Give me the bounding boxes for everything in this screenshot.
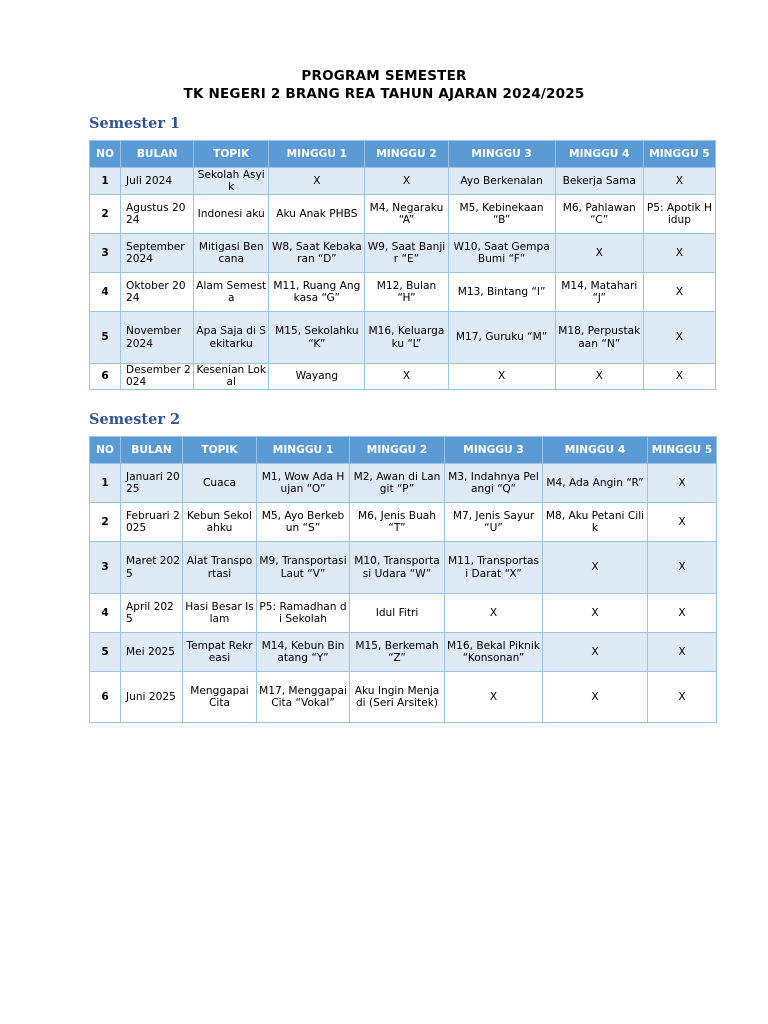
week-cell: P5: Ramadhan di Sekolah: [257, 594, 350, 633]
column-header: BULAN: [121, 437, 183, 464]
week-cell: X: [543, 672, 648, 723]
row-number: 2: [90, 503, 121, 542]
week-cell: M2, Awan di Langit “P”: [350, 464, 445, 503]
week-cell: P5: Apotik Hidup: [643, 195, 715, 234]
week-cell: W8, Saat Kebakaran “D”: [269, 234, 365, 273]
week-cell: X: [269, 168, 365, 195]
month-cell: November 2024: [121, 312, 194, 364]
table-row: [90, 594, 717, 633]
week-cell: M14, Matahari “J”: [555, 273, 643, 312]
week-cell: X: [643, 273, 715, 312]
month-cell: Agustus 2024: [121, 195, 194, 234]
week-cell: X: [543, 542, 648, 594]
week-cell: W9, Saat Banjir “E”: [365, 234, 448, 273]
week-cell: M16, Bekal Piknik “Konsonan”: [445, 633, 543, 672]
week-cell: X: [648, 503, 717, 542]
week-cell: M8, Aku Petani Cilik: [543, 503, 648, 542]
topic-cell: Kebun Sekolahku: [183, 503, 257, 542]
table-row: [90, 312, 716, 364]
document-subtitle: TK NEGERI 2 BRANG REA TAHUN AJARAN 2024/2025: [183, 86, 585, 102]
week-cell: M14, Kebun Binatang “Y”: [257, 633, 350, 672]
week-cell: Bekerja Sama: [555, 168, 643, 195]
column-header: NO: [90, 141, 121, 168]
week-cell: X: [555, 234, 643, 273]
row-number: 1: [90, 464, 121, 503]
topic-cell: Sekolah Asyik: [194, 168, 269, 195]
column-header: MINGGU 5: [643, 141, 715, 168]
topic-cell: Hasi Besar Islam: [183, 594, 257, 633]
month-cell: Maret 2025: [121, 542, 183, 594]
table-row: [90, 672, 717, 723]
row-number: 3: [90, 234, 121, 273]
week-cell: X: [648, 672, 717, 723]
semester-2-heading: Semester 2: [89, 411, 181, 428]
week-cell: M11, Transportasi Darat “X”: [445, 542, 543, 594]
table-row: [90, 633, 717, 672]
week-cell: M15, Berkemah “Z”: [350, 633, 445, 672]
table-row: [90, 364, 716, 390]
topic-cell: Alam Semesta: [194, 273, 269, 312]
week-cell: M6, Jenis Buah “T”: [350, 503, 445, 542]
week-cell: X: [445, 594, 543, 633]
week-cell: X: [648, 633, 717, 672]
column-header: TOPIK: [183, 437, 257, 464]
table-row: [90, 542, 717, 594]
week-cell: M18, Perpustakaan “N”: [555, 312, 643, 364]
semester-1-heading: Semester 1: [89, 115, 181, 132]
row-number: 3: [90, 542, 121, 594]
week-cell: M4, Negaraku “A”: [365, 195, 448, 234]
row-number: 4: [90, 273, 121, 312]
week-cell: Wayang: [269, 364, 365, 390]
table-row: [90, 195, 716, 234]
week-cell: X: [543, 594, 648, 633]
row-number: 6: [90, 364, 121, 390]
week-cell: X: [448, 364, 555, 390]
week-cell: M11, Ruang Angkasa “G”: [269, 273, 365, 312]
week-cell: X: [648, 542, 717, 594]
week-cell: X: [555, 364, 643, 390]
week-cell: M15, Sekolahku “K”: [269, 312, 365, 364]
topic-cell: Cuaca: [183, 464, 257, 503]
month-cell: April 2025: [121, 594, 183, 633]
topic-cell: Kesenian Lokal: [194, 364, 269, 390]
month-cell: Oktober 2024: [121, 273, 194, 312]
header-row: [90, 437, 717, 464]
week-cell: X: [643, 168, 715, 195]
column-header: MINGGU 2: [365, 141, 448, 168]
row-number: 1: [90, 168, 121, 195]
week-cell: M17, Guruku “M”: [448, 312, 555, 364]
week-cell: X: [643, 312, 715, 364]
column-header: TOPIK: [194, 141, 269, 168]
column-header: BULAN: [121, 141, 194, 168]
topic-cell: Indonesi aku: [194, 195, 269, 234]
week-cell: M13, Bintang “I”: [448, 273, 555, 312]
table-row: [90, 273, 716, 312]
column-header: MINGGU 1: [257, 437, 350, 464]
week-cell: M16, Keluargaku “L”: [365, 312, 448, 364]
month-cell: September 2024: [121, 234, 194, 273]
week-cell: X: [543, 633, 648, 672]
month-cell: Mei 2025: [121, 633, 183, 672]
table-row: [90, 234, 716, 273]
week-cell: M4, Ada Angin “R”: [543, 464, 648, 503]
week-cell: M1, Wow Ada Hujan “O”: [257, 464, 350, 503]
month-cell: Februari 2025: [121, 503, 183, 542]
row-number: 4: [90, 594, 121, 633]
month-cell: Juni 2025: [121, 672, 183, 723]
week-cell: M17, Menggapai Cita “Vokal”: [257, 672, 350, 723]
month-cell: Juli 2024: [121, 168, 194, 195]
month-cell: Januari 2025: [121, 464, 183, 503]
column-header: NO: [90, 437, 121, 464]
semester-2-table: [89, 436, 717, 723]
week-cell: X: [643, 234, 715, 273]
column-header: MINGGU 5: [648, 437, 717, 464]
row-number: 2: [90, 195, 121, 234]
month-cell: Desember 2024: [121, 364, 194, 390]
week-cell: M10, Transportasi Udara “W”: [350, 542, 445, 594]
column-header: MINGGU 4: [555, 141, 643, 168]
week-cell: W10, Saat Gempa Bumi “F”: [448, 234, 555, 273]
table-row: [90, 503, 717, 542]
table-row: [90, 168, 716, 195]
column-header: MINGGU 1: [269, 141, 365, 168]
topic-cell: Menggapai Cita: [183, 672, 257, 723]
topic-cell: Alat Transportasi: [183, 542, 257, 594]
row-number: 5: [90, 312, 121, 364]
week-cell: X: [648, 464, 717, 503]
week-cell: Idul Fitri: [350, 594, 445, 633]
topic-cell: Tempat Rekreasi: [183, 633, 257, 672]
row-number: 5: [90, 633, 121, 672]
week-cell: M9, Transportasi Laut “V”: [257, 542, 350, 594]
week-cell: X: [365, 364, 448, 390]
week-cell: X: [648, 594, 717, 633]
week-cell: M5, Ayo Berkebun “S”: [257, 503, 350, 542]
week-cell: Ayo Berkenalan: [448, 168, 555, 195]
column-header: MINGGU 2: [350, 437, 445, 464]
column-header: MINGGU 3: [448, 141, 555, 168]
week-cell: M6, Pahlawan “C”: [555, 195, 643, 234]
week-cell: M5, Kebinekaan “B”: [448, 195, 555, 234]
table-row: [90, 464, 717, 503]
week-cell: M12, Bulan “H”: [365, 273, 448, 312]
week-cell: Aku Ingin Menjadi (Seri Arsitek): [350, 672, 445, 723]
week-cell: M3, Indahnya Pelangi “Q”: [445, 464, 543, 503]
week-cell: X: [365, 168, 448, 195]
topic-cell: Apa Saja di Sekitarku: [194, 312, 269, 364]
document-title: PROGRAM SEMESTER: [301, 68, 467, 84]
week-cell: X: [643, 364, 715, 390]
week-cell: M7, Jenis Sayur “U”: [445, 503, 543, 542]
week-cell: Aku Anak PHBS: [269, 195, 365, 234]
row-number: 6: [90, 672, 121, 723]
column-header: MINGGU 3: [445, 437, 543, 464]
column-header: MINGGU 4: [543, 437, 648, 464]
header-row: [90, 141, 716, 168]
semester-1-table: [89, 140, 716, 390]
topic-cell: Mitigasi Bencana: [194, 234, 269, 273]
week-cell: X: [445, 672, 543, 723]
